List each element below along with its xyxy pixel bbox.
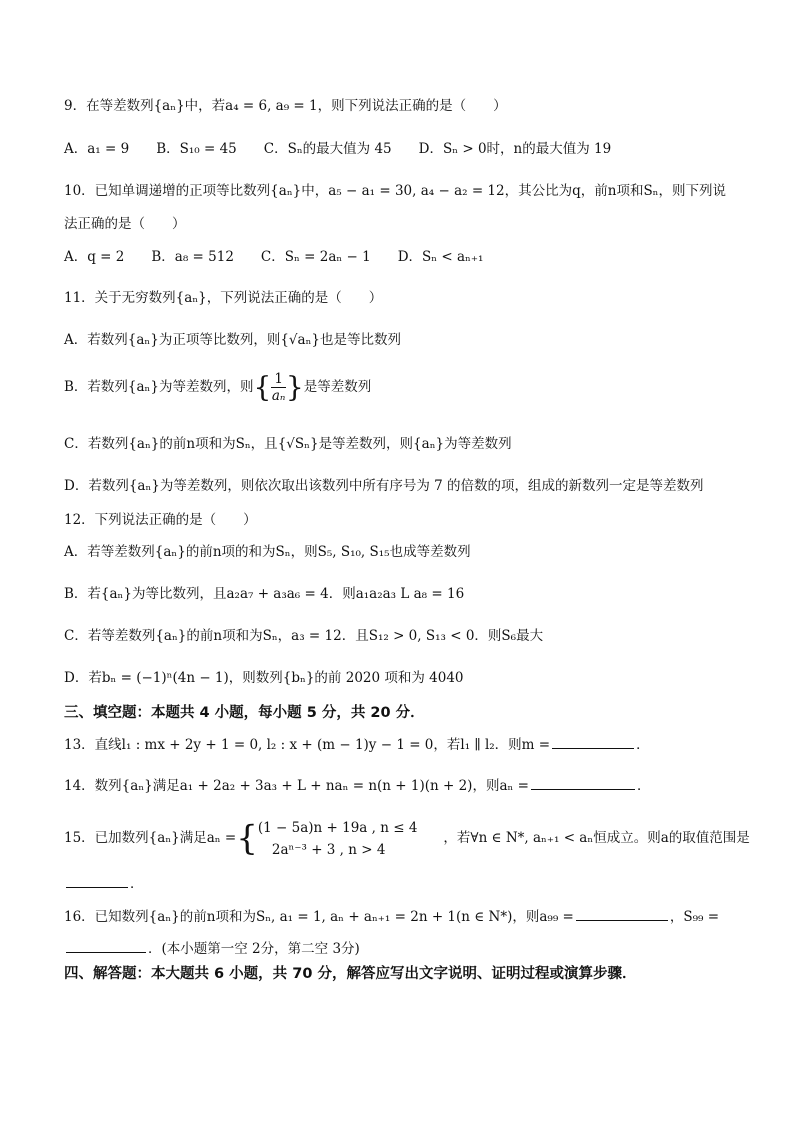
q11-b-post: 是等差数列 <box>303 379 372 395</box>
section-4-heading: 四、解答题：本大题共 6 小题，共 70 分，解答应写出文字说明、证明过程或演算步骤． <box>64 966 637 982</box>
q11-option-d: D．若数列{aₙ}为等差数列，则依次取出该数列中所有序号为 7 的倍数的项，组成的新数列一定是等差数列 <box>64 478 704 494</box>
q16-line2 <box>64 938 360 959</box>
q11-a-text: A．若数列{aₙ}为正项等比数列，则 <box>64 332 281 348</box>
q11-a-post: 也是等比数列 <box>320 332 401 348</box>
q16-text: 16．已知数列{aₙ}的前n项和为Sₙ, a₁ = 1, aₙ + aₙ₊₁ = 2n + 1(n ∈ N*)，则a₉₉ = <box>64 909 574 925</box>
q11-c-math: {√Sₙ} <box>277 436 319 452</box>
q11-b-den: aₙ <box>271 388 286 404</box>
section-3-heading: 三、填空题：本题共 4 小题，每小题 5 分，共 20 分． <box>64 705 425 721</box>
q11-b-num: 1 <box>271 371 286 388</box>
q9-options: A．a₁ = 9 B．S₁₀ = 45 C．Sₙ的最大值为 45 D．Sₙ > 0时，n的最大值为 19 <box>64 141 612 157</box>
q11-b-text: B．若数列{aₙ}为等差数列，则 <box>64 379 254 395</box>
q11-stem: 11．关于无穷数列{aₙ}，下列说法正确的是（ ） <box>64 290 383 306</box>
q13-tail: ． <box>636 737 650 753</box>
q15-piecewise <box>258 817 418 861</box>
q15-answer-line <box>64 873 144 894</box>
q11-option-c <box>64 434 512 454</box>
q16-mid: ，S₉₉ = <box>669 909 720 925</box>
q12-stem: 12．下列说法正确的是（ ） <box>64 512 257 528</box>
q15-case-2: 2aⁿ⁻³ + 3 , n > 4 <box>271 841 386 858</box>
q10-stem-line1: 10．已知单调递增的正项等比数列{aₙ}中，a₅ − a₁ = 30, a₄ − a₂ = 12，其公比为q，前n项和Sₙ，则下列说 <box>64 183 727 199</box>
q16-tail: ．(本小题第一空 2分，第二空 3分) <box>148 941 360 957</box>
q14-text: 14．数列{aₙ}满足a₁ + 2a₂ + 3a₃ + L + naₙ = n(n + 1)(n + 2)，则aₙ = <box>64 778 529 794</box>
q14 <box>64 775 650 796</box>
q11-b-fraction <box>271 371 286 404</box>
q11-c-post: 是等差数列，则{aₙ}为等差数列 <box>318 436 512 452</box>
q16 <box>64 906 719 927</box>
q15-tail: ． <box>130 876 144 892</box>
q15-text: 15．已加数列{aₙ}满足aₙ = <box>64 830 237 846</box>
q12-option-a: A．若等差数列{aₙ}的前n项的和为Sₙ，则S₅, S₁₀, S₁₅也成等差数列 <box>64 544 471 560</box>
q14-answer-blank[interactable] <box>531 775 635 790</box>
q16-answer-blank-1[interactable] <box>576 906 668 921</box>
q11-option-b: B．若数列{aₙ}为等差数列，则{ $\frac{1}{\text{aₙ}}$ }是等差数列 <box>64 370 372 404</box>
q15-condition: ，若∀n ∈ N*, aₙ₊₁ < aₙ恒成立。则a的取值范围是 <box>443 830 750 846</box>
q11-a-math: {√aₙ} <box>280 332 320 348</box>
q12-option-b: B．若{aₙ}为等比数列，且a₂a₇ + a₃a₆ = 4．则a₁a₂a₃ L a₈ = 16 <box>64 586 465 602</box>
q12-option-c: C．若等差数列{aₙ}的前n项和为Sₙ，a₃ = 12．且S₁₂ > 0, S₁₃ < 0．则S₆最大 <box>64 628 544 644</box>
q15-answer-blank[interactable] <box>66 873 128 888</box>
q10-options: A．q = 2 B．a₈ = 512 C．Sₙ = 2aₙ − 1 D．Sₙ < aₙ₊₁ <box>64 249 484 265</box>
q13-text: 13．直线l₁ : mx + 2y + 1 = 0, l₂ : x + (m − 1)y − 1 = 0，若l₁ ∥ l₂．则m = <box>64 737 551 753</box>
q14-tail: ． <box>636 778 651 794</box>
q16-answer-blank-2[interactable] <box>66 938 146 953</box>
q11-c-text: C．若数列{aₙ}的前n项和为Sₙ，且 <box>64 436 278 452</box>
q10-stem-line2: 法正确的是（ ） <box>64 216 186 232</box>
q12-option-d: D．若bₙ = (−1)ⁿ(4n − 1)，则数列{bₙ}的前 2020 项和为 4040 <box>64 670 464 686</box>
q9-stem: 9．在等差数列{aₙ}中，若a₄ = 6, a₉ = 1，则下列说法正确的是（ ） <box>64 98 507 114</box>
q13-answer-blank[interactable] <box>552 734 634 749</box>
q11-option-a <box>64 330 401 350</box>
q13 <box>64 734 650 755</box>
q15: 15．已加数列{aₙ}满足aₙ ={ (1 − 5a)n + 19a , n ≤ 4 2aⁿ⁻³ + 3 , n > 4 ，若∀n ∈ N*, aₙ₊₁ < aₙ恒成立。则a的取值范围是 <box>64 818 750 859</box>
q15-case-1: (1 − 5a)n + 19a , n ≤ 4 <box>257 819 418 836</box>
